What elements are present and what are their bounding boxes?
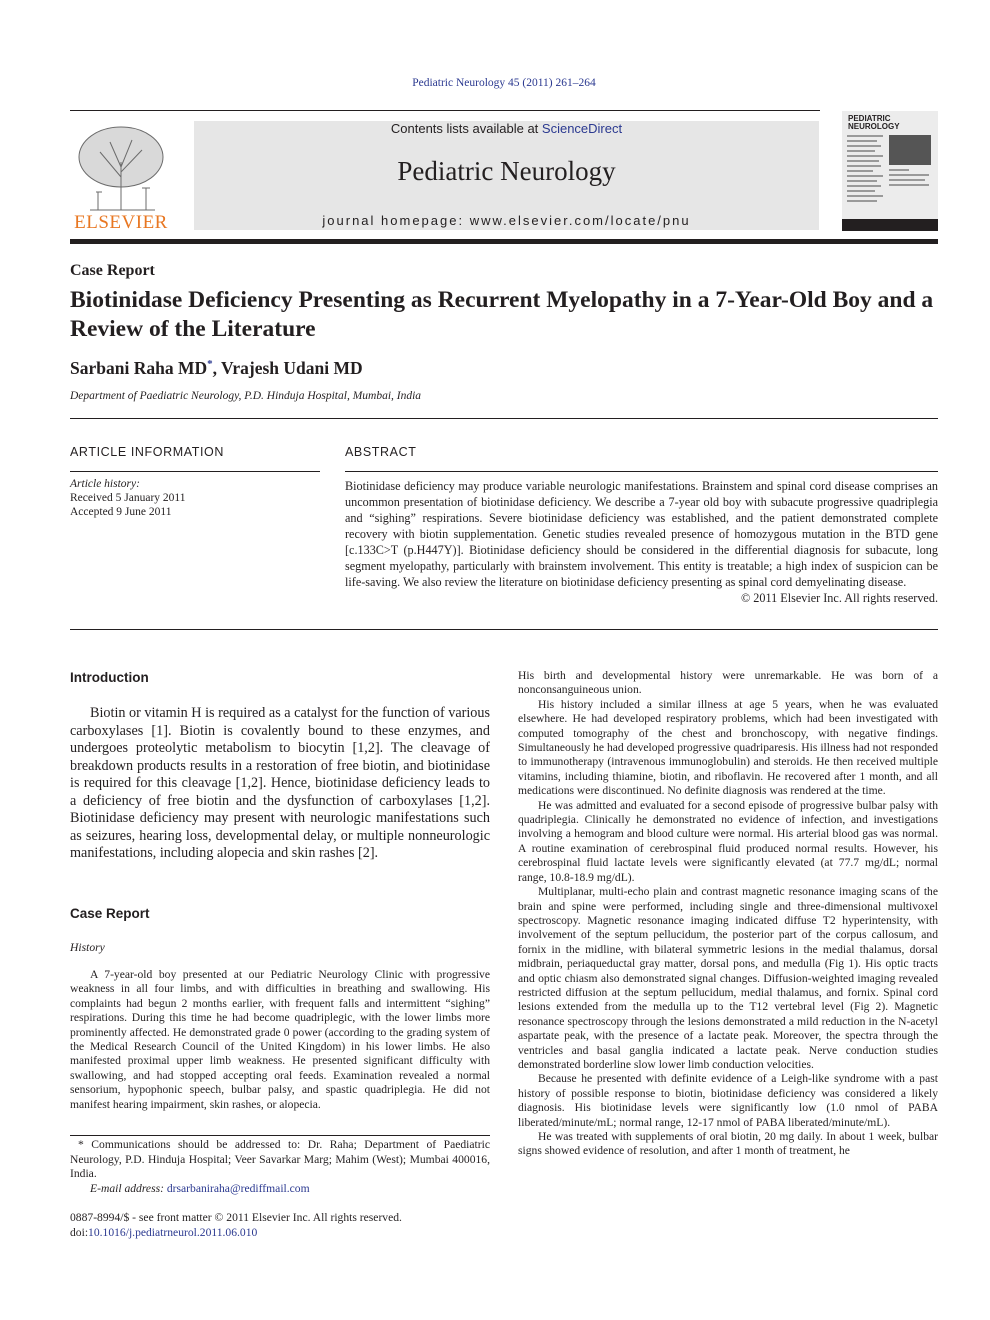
issn-line: 0887-8994/$ - see front matter © 2011 Elsevier Inc. All rights reserved.	[70, 1211, 402, 1224]
footnote-text: * Communications should be addressed to: Dr. Raha; Department of Paediatric Neurology, P.D. Hinduja Hospital; Veer Savarkar Marg; Mahim (West); Mumbai 400016, India.	[70, 1138, 490, 1180]
introduction-section	[70, 705, 490, 863]
accepted-date: Accepted 9 June 2011	[70, 506, 172, 518]
author-2: , Vrajesh Udani MD	[212, 358, 363, 378]
cover-title: PEDIATRIC NEUROLOGY	[848, 114, 900, 131]
publisher-logo-text: ELSEVIER	[74, 212, 168, 233]
abstract-body	[345, 478, 938, 606]
info-top-rule	[70, 418, 938, 419]
sciencedirect-link[interactable]: ScienceDirect	[541, 121, 623, 136]
author-1: Sarbani Raha MD	[70, 358, 208, 378]
paragraph: Because he presented with definite evidence of a Leigh-like syndrome with a past history of possible response to biotin, biotinidase deficiency was considered a likely diagnosis. His biotinidase levels were significantly low (1.0 nmol of PABA liberated/minute/mL; normal range, 12-17 nmol of PABA liberated/minute/mL).	[518, 1072, 938, 1129]
email-label: E-mail address:	[90, 1181, 167, 1195]
journal-homepage[interactable]: journal homepage: www.elsevier.com/locate/pnu	[322, 213, 691, 228]
introduction-heading: Introduction	[70, 670, 149, 685]
history-label: Article history:	[70, 478, 140, 490]
cover-bottom-bar	[842, 219, 938, 231]
info-header-rule	[70, 471, 320, 472]
affiliation: Department of Paediatric Neurology, P.D. Hinduja Hospital, Mumbai, India	[70, 390, 422, 402]
case-report-heading: Case Report	[70, 906, 150, 921]
paragraph: His history included a similar illness at age 5 years, when he was evaluated elsewhere. He had developed respiratory problems, which had been investigated with computed tomography of the chest and bronchoscopy, with negative findings. Simultaneously he had developed progressive quadriparesis. His illness had not responded to immunotherapy (intravenous immunoglobulin) and steroids. He then received multiple vitamins, including thiamine, biotin, and riboflavin. He recovered after 1 month, and all medications were discontinued. No definite diagnosis was rendered at the time.	[518, 697, 938, 798]
journal-reference[interactable]: Pediatric Neurology 45 (2011) 261–264	[412, 77, 596, 89]
article-info-header: ARTICLE INFORMATION	[70, 445, 225, 459]
introduction-text: Biotin or vitamin H is required as a catalyst for the function of various carboxylases [1]. Biotin is covalently bound to these enzymes, and undergoes proteolytic metabolism to biocytin [1,2]. The cleavage of breakdown products results in a restoration of free biotin, and biotinidase is required for this cleavage [1,2]. Hence, biotinidase deficiency leads to a deficiency of free biotin and the dysfunction of carboxylases [1,2]. Biotinidase deficiency may present with neurologic manifestations such as seizures, hearing loss, developmental delay, or multiple nonneurologic manifestations, including alopecia and skin rashes [2].	[70, 705, 490, 861]
abstract-text: Biotinidase deficiency may produce variable neurologic manifestations. Brainstem and spinal cord disease comprises an uncommon presentation of biotinidase deficiency. We describe a 7-year old boy with subacute progressive quadriplegia and “sighing” respirations. Severe biotinidase deficiency was established, and the patient demonstrated complete recovery with biotin supplementation. Genetic studies revealed presence of homozygous mutation in the BTD gene [c.133C>T (p.H447Y)]. Biotinidase deficiency should be considered in the differential diagnosis for subacute, long segment myelopathy, particularly with brainstem involvement. This entity is treatable; a high index of suspicion can be life-saving. We also review the literature on biotinidase deficiency presenting as spinal cord demyelinating disease.	[345, 479, 938, 589]
footnote	[70, 1138, 490, 1196]
journal-cover-thumbnail	[842, 111, 938, 231]
author-list	[70, 358, 363, 379]
footnote-rule	[70, 1135, 490, 1136]
doi-link[interactable]: 10.1016/j.pediatrneurol.2011.06.010	[88, 1226, 258, 1239]
paragraph: Multiplanar, multi-echo plain and contrast magnetic resonance imaging scans of the brain and spine were performed, including single and three-dimensional multivoxel spectroscopy. Magnetic resonance imaging indicated diffuse T2 hyperintensity, with involvement of the septum pellucidum, the posterior part of the corpus callosum, and fornix in the midline, with bilateral symmetric lesions in the medial thalamus, dorsal midbrain, periaqueductal gray matter, dorsal pons, and medulla (Fig 1). His optic tracts and optic chiasm also demonstrated signal changes. Diffusion-weighted imaging revealed restricted diffusion at the septum pellucidum, medial thalamus, and fornix. Spinal cord lesions extended from the medulla up to the T12 vertebral level (Fig 2). Magnetic resonance spectroscopy through the lesions demonstrated a mild reduction in the N-acetyl aspartate peak, with the presence of a lactate peak. Moreover, the spectra through the ventricles and basal ganglia indicated a lactate peak. Nerve conduction studies demonstrated borderline slow lower limb conduction velocities.	[518, 885, 938, 1071]
article-history	[70, 477, 320, 519]
article-title: Biotinidase Deficiency Presenting as Recurrent Myelopathy in a 7-Year-Old Boy and a Review of the Literature	[70, 287, 934, 342]
received-date: Received 5 January 2011	[70, 492, 186, 504]
history-paragraph: A 7-year-old boy presented at our Pediatric Neurology Clinic with progressive weakness in all four limbs, and with difficulties in breathing and swallowing. His complaints had begun 2 months earlier, with frequent falls and intermittent “sighing” respirations. During this time he had become quadriplegic, with the lower limbs more prominently affected. He demonstrated grade 0 power (according to the grading system of the Medical Research Council of the United Kingdom) in his lower limbs. He also manifested proximal upper limb weakness. He presented significant difficulty with swallowing, and had stopped accepting oral feeds. Examination revealed a normal sensorium, hypophonic speech, bulbar palsy, and spastic quadriplegia. He did not manifest hearing impairment, skin rashes, or alopecia.	[70, 968, 490, 1111]
abstract-copyright: © 2011 Elsevier Inc. All rights reserved.	[741, 591, 938, 605]
tree-icon	[70, 122, 172, 212]
email-link[interactable]: drsarbaniraha@rediffmail.com	[166, 1181, 310, 1195]
history-subheading: History	[70, 941, 105, 954]
doi-line	[70, 1226, 490, 1241]
cover-contents-icon	[847, 135, 933, 215]
doi-label: doi:	[70, 1226, 89, 1239]
paragraph: He was treated with supplements of oral biotin, 20 mg daily. In about 1 week, bulbar signs showed evidence of resolution, and after 1 month of treatment, he	[518, 1130, 938, 1158]
journal-banner	[194, 121, 819, 230]
right-column	[518, 669, 938, 1159]
abstract-bottom-rule	[70, 629, 938, 630]
elsevier-logo	[70, 122, 172, 234]
contents-line: Contents lists available at ScienceDirect	[390, 121, 623, 136]
abstract-header: ABSTRACT	[345, 445, 417, 459]
article-type: Case Report	[70, 262, 155, 279]
header-rule	[70, 110, 820, 111]
history-section	[70, 968, 490, 1112]
journal-title: Pediatric Neurology	[397, 156, 616, 186]
abstract-header-rule	[345, 471, 938, 472]
paragraph: He was admitted and evaluated for a second episode of progressive bulbar palsy with quadriplegia. Clinically he demonstrated no evidence of infection, and investigations involving a hemogram and blood culture were normal. His arterial blood gas was normal. A routine examination of cerebrospinal fluid produced normal results. However, his cerebrospinal fluid lactate levels were significantly elevated (at 77.7 mg/dL; normal range, 10.8-18.9 mg/dL).	[518, 798, 938, 884]
thick-rule	[70, 239, 938, 244]
paragraph: His birth and developmental history were unremarkable. He was born of a nonconsanguineous union.	[518, 669, 938, 697]
corresponding-author-mark[interactable]: *	[207, 358, 213, 371]
